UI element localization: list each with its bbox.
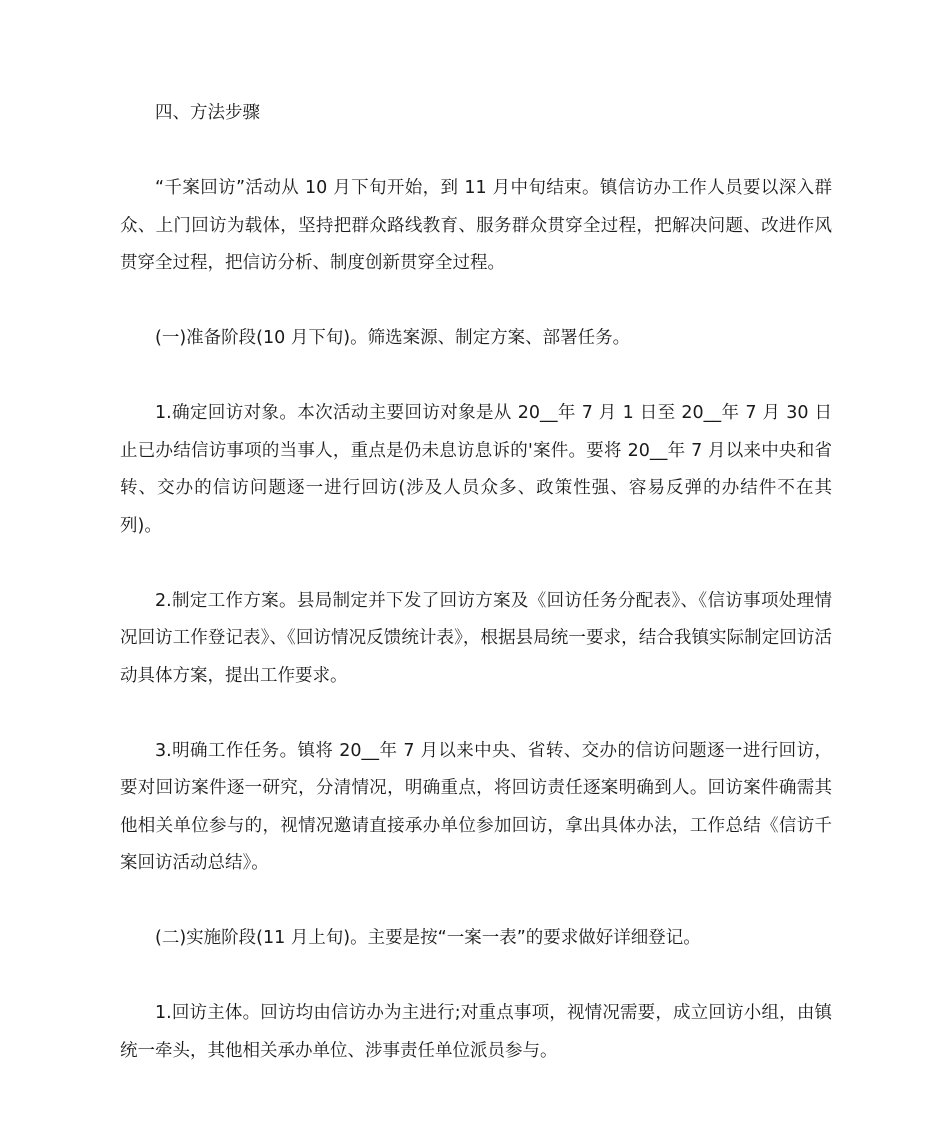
intro-paragraph: “千案回访”活动从 10 月下旬开始，到 11 月中旬结束。镇信访办工作人员要以深入群众、上门回访为载体，坚持把群众路线教育、服务群众贯穿全过程，把解决问题、改进作风贯穿全过程，把信访分析、制度创新贯穿全过程。: [120, 178, 832, 273]
document-page: [120, 95, 832, 1070]
paragraph-work-plan: 2.制定工作方案。县局制定并下发了回访方案及《回访任务分配表》、《信访事项处理情况回访工作登记表》、《回访情况反馈统计表》，根据县局统一要求，结合我镇实际制定回访活动具体方案，提出工作要求。: [120, 590, 832, 686]
paragraph-visit-subject: 1.回访主体。回访均由信访办为主进行;对重点事项，视情况需要，成立回访小组，由镇统一牵头，其他相关承办单位、涉事责任单位派员参与。: [120, 1003, 832, 1061]
paragraph-determine-targets: 1.确定回访对象。本次活动主要回访对象是从 20__年 7 月 1 日至 20__年 7 月 30 日止已办结信访事项的当事人，重点是仍未息访息诉的'案件。要将 20__年 7 月以来中央和省转、交办的信访问题逐一进行回访(涉及人员众多、政策性强、容易反弹的办结件不在其列)。: [120, 403, 832, 536]
stage-one-heading: (一)准备阶段(10 月下旬)。筛选案源、制定方案、部署任务。: [155, 328, 631, 348]
section-heading: 四、方法步骤: [155, 103, 260, 123]
stage-two-heading: (二)实施阶段(11 月上旬)。主要是按“一案一表”的要求做好详细登记。: [155, 928, 701, 948]
paragraph-work-tasks: 3.明确工作任务。镇将 20__年 7 月以来中央、省转、交办的信访问题逐一进行回访，要对回访案件逐一研究，分清情况，明确重点，将回访责任逐案明确到人。回访案件确需其他相关单位参与的，视情况邀请直接承办单位参加回访，拿出具体办法，工作总结《信访千案回访活动总结》。: [120, 740, 832, 873]
